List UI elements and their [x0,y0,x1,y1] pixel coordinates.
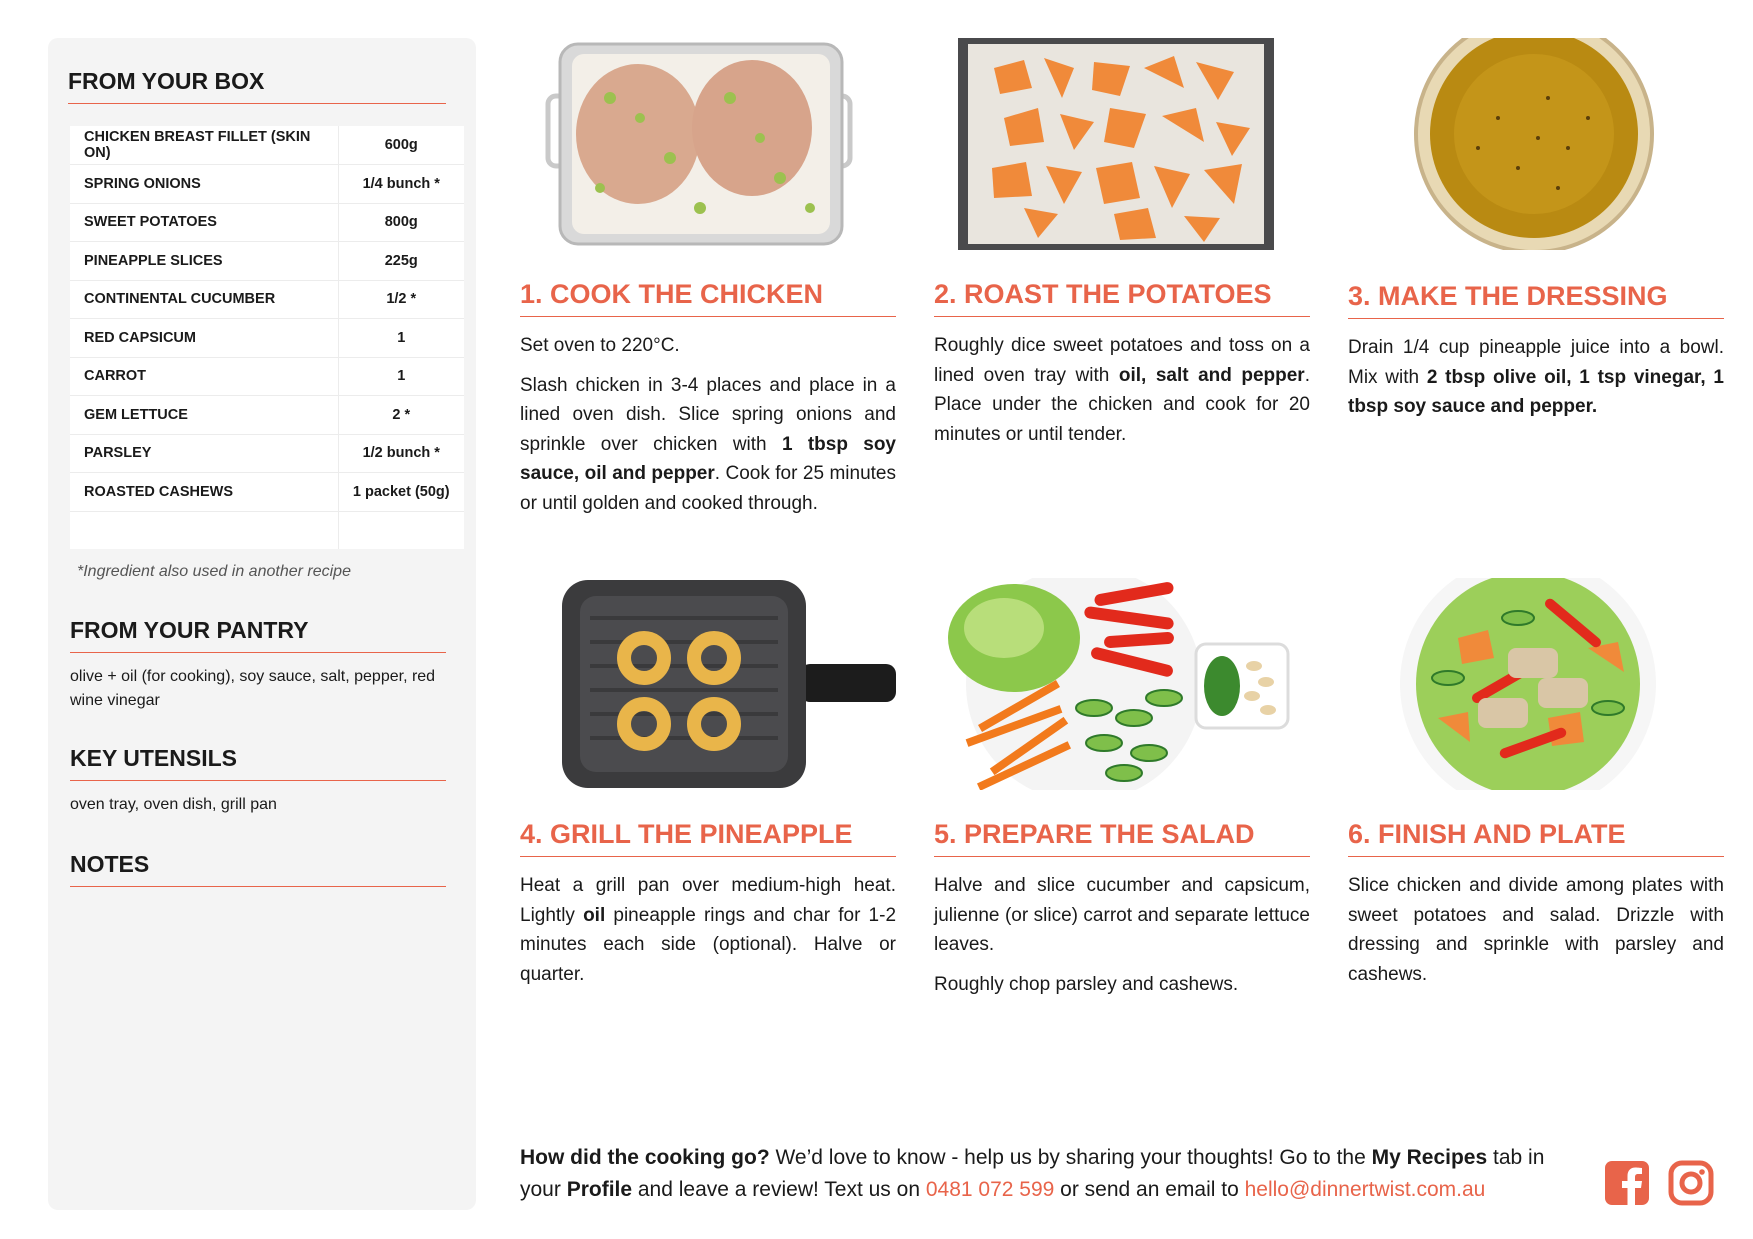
notes-heading: NOTES [70,851,446,887]
pantry-text: olive + oil (for cooking), soy sauce, salt, pepper, red wine vinegar [70,668,436,709]
ingredient-row [70,203,464,242]
ingredient-name: RED CAPSICUM [70,319,338,358]
ingredient-name: SPRING ONIONS [70,165,338,204]
salad-ingredients-image [934,578,1310,790]
feedback-footer: How did the cooking go? We’d love to know - help us by sharing your thoughts! Go to the My Recipes tab in your Profile and leave a review! Text us on 0481 072 599 or send an email to hello@dinnertwist.com.au [520,1146,1545,1201]
ingredient-row [70,280,464,319]
ingredient-quantity: 600g [338,126,464,165]
ingredient-quantity: 1/2 * [338,280,464,319]
ingredient-name: GEM LETTUCE [70,396,338,435]
step-6 [1348,578,1724,999]
ingredient-row-empty [70,511,464,549]
ingredient-quantity: 1/2 bunch * [338,434,464,473]
ingredient-quantity: 1/4 bunch * [338,165,464,204]
ingredient-quantity: 800g [338,203,464,242]
ingredient-row [70,357,464,396]
grill-pan-image [520,578,896,790]
utensils-section [70,745,456,817]
ingredient-name: CONTINENTAL CUCUMBER [70,280,338,319]
ingredient-row [70,396,464,435]
ingredient-name: CHICKEN BREAST FILLET (SKIN ON) [70,126,338,165]
ingredient-name: PINEAPPLE SLICES [70,242,338,281]
ingredient-row [70,126,464,165]
ingredient-row [70,473,464,512]
step-4-title: 4. GRILL THE PINEAPPLE [520,819,896,857]
step-3-title: 3. MAKE THE DRESSING [1348,281,1724,319]
step-1-title: 1. COOK THE CHICKEN [520,279,896,317]
step-6-text: Slice chicken and divide among plates with sweet potatoes and salad. Drizzle with dressing and sprinkle with parsley and cashews. [1348,875,1724,985]
ingredient-quantity: 2 * [338,396,464,435]
step-2-title: 2. ROAST THE POTATOES [934,279,1310,317]
step-1 [520,38,896,528]
phone-link[interactable]: 0481 072 599 [925,1178,1055,1201]
ingredients-table [70,126,464,549]
instagram-icon[interactable] [1668,1160,1714,1206]
ingredients-panel [48,38,476,1210]
step-5-title: 5. PREPARE THE SALAD [934,819,1310,857]
notes-section [70,851,456,887]
key-utensils-heading: KEY UTENSILS [70,745,446,781]
ingredient-row [70,434,464,473]
ingredient-row [70,319,464,358]
ingredient-name: SWEET POTATOES [70,203,338,242]
from-your-box-heading: FROM YOUR BOX [68,68,446,104]
step-2-text: Roughly dice sweet potatoes and toss on a lined oven tray with oil, salt and pepper. Place under the chicken and cook for 20 minutes or until tender. [934,335,1310,445]
step-5 [934,578,1310,1009]
email-link[interactable]: hello@dinnertwist.com.au [1244,1178,1486,1201]
ingredient-quantity: 1 packet (50g) [338,473,464,512]
ingredient-quantity: 225g [338,242,464,281]
dressing-bowl-image [1348,38,1724,250]
ingredient-row [70,242,464,281]
step-6-title: 6. FINISH AND PLATE [1348,819,1724,857]
step-2 [934,38,1310,459]
step-3 [1348,38,1724,432]
step-4-text: Heat a grill pan over medium-high heat. Lightly oil pineapple rings and char for 1-2 minutes each side (optional). Halve or quarter. [520,875,897,985]
ingredient-quantity: 1 [338,357,464,396]
ingredient-name: CARROT [70,357,338,396]
facebook-icon[interactable] [1604,1160,1650,1206]
roasted-potatoes-image [934,38,1310,250]
ingredient-name: PARSLEY [70,434,338,473]
plated-salad-image [1348,578,1724,790]
ingredient-quantity: 1 [338,319,464,358]
step-4 [520,578,896,999]
step-5-text: Halve and slice cucumber and capsicum, julienne (or slice) carrot and separate lettuce leaves. Roughly chop parsley and cashews. [934,875,1310,995]
chicken-dish-image [520,38,896,250]
step-3-text: Drain 1/4 cup pineapple juice into a bowl. Mix with 2 tbsp olive oil, 1 tsp vinegar, 1 tbsp soy sauce and pepper. [1348,337,1724,417]
ingredient-row [70,165,464,204]
ingredient-name: ROASTED CASHEWS [70,473,338,512]
ingredient-footnote: *Ingredient also used in another recipe [77,563,351,580]
step-1-text: Set oven to 220°C. Slash chicken in 3-4 places and place in a lined oven dish. Slice spring onions and sprinkle over chicken with 1 tbsp soy sauce, oil and pepper. Cook for 25 minutes or until golden and cooked through. [520,335,896,514]
from-your-pantry-heading: FROM YOUR PANTRY [70,617,446,653]
pantry-section [70,617,456,713]
utensils-text: oven tray, oven dish, grill pan [70,796,277,813]
